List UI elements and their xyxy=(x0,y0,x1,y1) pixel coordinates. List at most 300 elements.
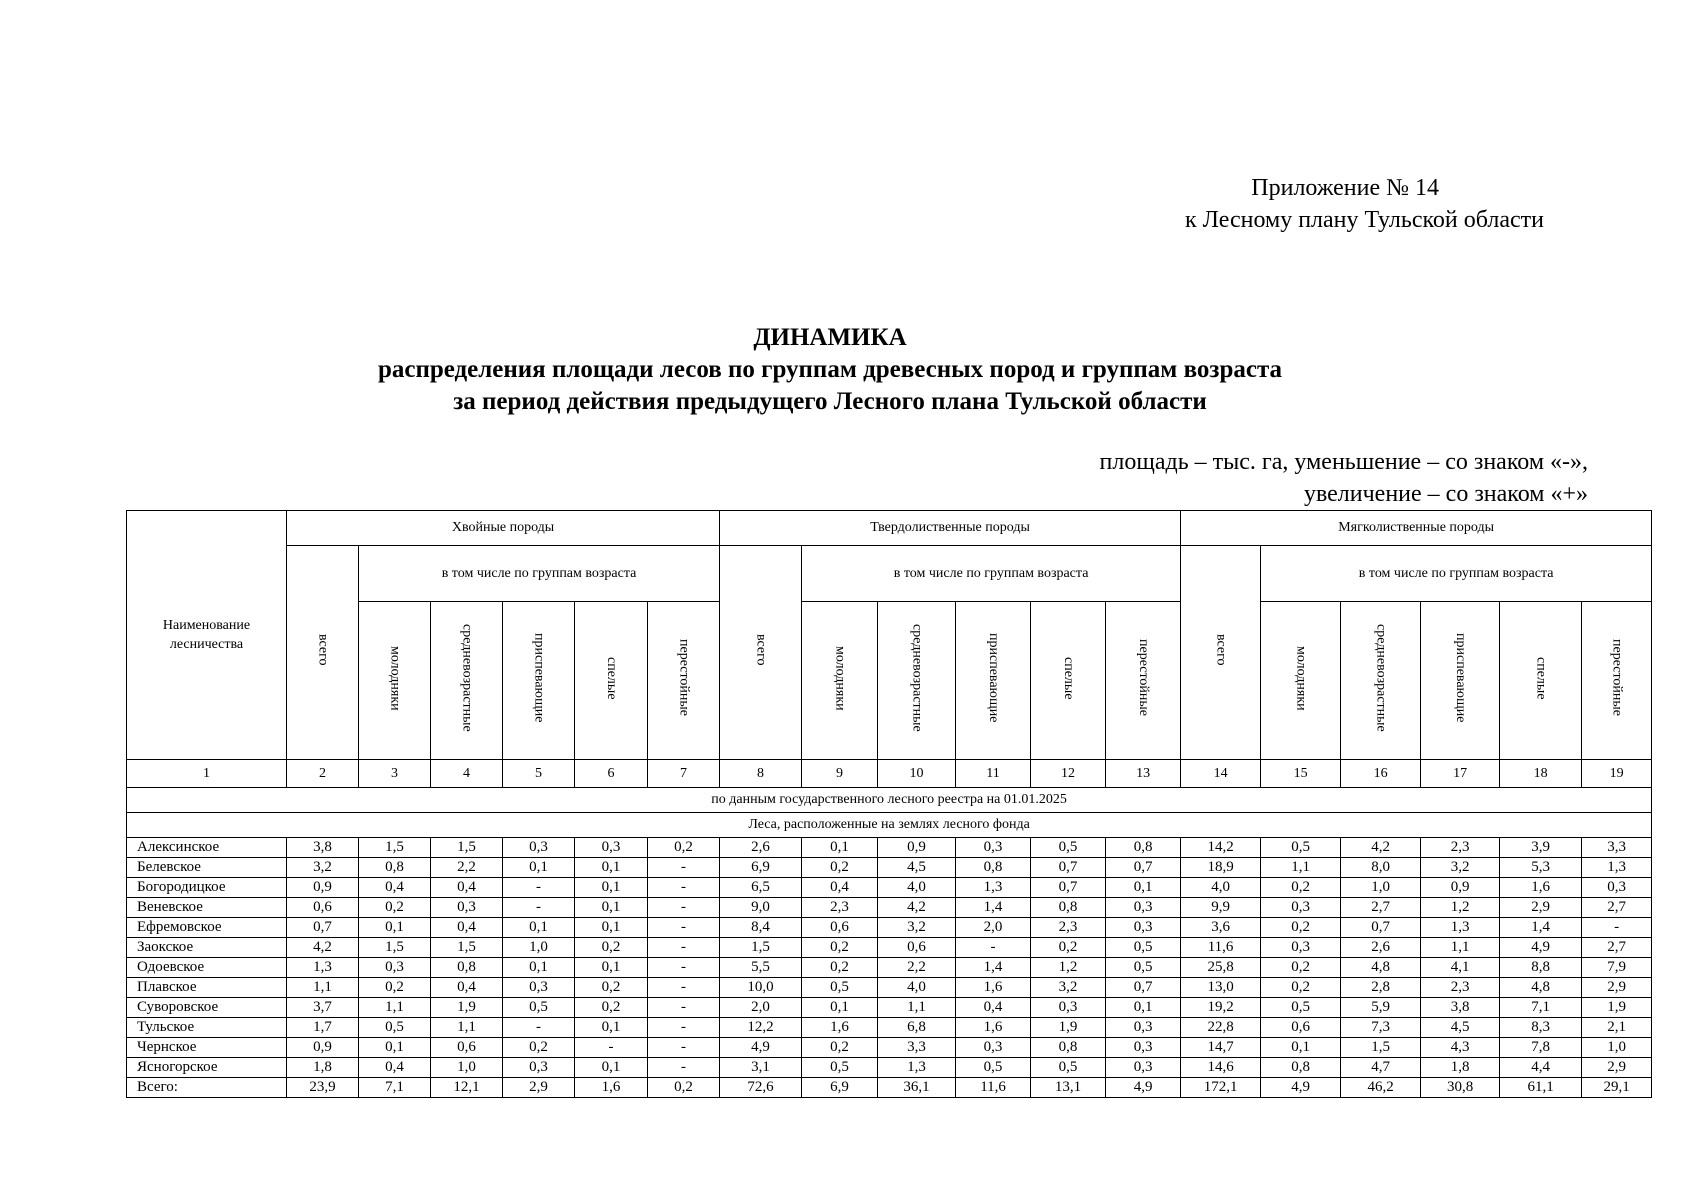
value-cell: 23,9 xyxy=(287,1078,359,1098)
value-cell: 0,6 xyxy=(878,938,956,958)
value-cell: 1,3 xyxy=(287,958,359,978)
value-cell: 1,8 xyxy=(1421,1058,1500,1078)
value-cell: 0,7 xyxy=(1341,918,1421,938)
value-cell: 0,1 xyxy=(575,1058,648,1078)
value-cell: 3,8 xyxy=(287,838,359,858)
table-row xyxy=(127,938,1652,958)
value-cell: 0,4 xyxy=(431,918,503,938)
value-cell: 0,2 xyxy=(359,898,431,918)
age-column-header: спелые xyxy=(1500,602,1582,760)
value-cell: 0,7 xyxy=(287,918,359,938)
value-cell: 2,7 xyxy=(1582,898,1652,918)
value-cell: 0,9 xyxy=(878,838,956,858)
age-column-header: приспевающие xyxy=(503,602,575,760)
value-cell: 0,3 xyxy=(1031,998,1106,1018)
value-cell: 0,4 xyxy=(431,878,503,898)
value-cell: 4,9 xyxy=(720,1038,802,1058)
value-cell: - xyxy=(648,938,720,958)
value-cell: 12,2 xyxy=(720,1018,802,1038)
value-cell: 0,3 xyxy=(1261,898,1341,918)
value-cell: 29,1 xyxy=(1582,1078,1652,1098)
value-cell: 0,3 xyxy=(1106,1038,1181,1058)
value-cell: 10,0 xyxy=(720,978,802,998)
age-column-header: перестойные xyxy=(1106,602,1181,760)
value-cell: 0,1 xyxy=(802,998,878,1018)
value-cell: 4,9 xyxy=(1261,1078,1341,1098)
value-cell: 18,9 xyxy=(1181,858,1261,878)
value-cell: 0,4 xyxy=(956,998,1031,1018)
value-cell: - xyxy=(1582,918,1652,938)
forestry-name-cell: Заокское xyxy=(127,938,287,958)
value-cell: 0,3 xyxy=(1106,898,1181,918)
value-cell: 0,2 xyxy=(802,858,878,878)
value-cell: 1,0 xyxy=(1341,878,1421,898)
value-cell: 1,5 xyxy=(720,938,802,958)
value-cell: 2,3 xyxy=(1031,918,1106,938)
value-cell: 0,4 xyxy=(359,1058,431,1078)
table-row xyxy=(127,838,1652,858)
value-cell: 2,9 xyxy=(1582,978,1652,998)
value-cell: 0,2 xyxy=(1261,878,1341,898)
age-column-header: перестойные xyxy=(1582,602,1652,760)
value-cell: 0,3 xyxy=(1106,1058,1181,1078)
age-groups-subheader: в том числе по группам возраста xyxy=(802,546,1181,602)
value-cell: 11,6 xyxy=(1181,938,1261,958)
value-cell: 0,5 xyxy=(359,1018,431,1038)
value-cell: 3,8 xyxy=(1421,998,1500,1018)
value-cell: 4,2 xyxy=(287,938,359,958)
value-cell: 1,0 xyxy=(431,1058,503,1078)
column-number-cell: 2 xyxy=(287,760,359,788)
value-cell: 1,1 xyxy=(878,998,956,1018)
column-number-cell: 4 xyxy=(431,760,503,788)
column-number-cell: 16 xyxy=(1341,760,1421,788)
column-number-cell: 17 xyxy=(1421,760,1500,788)
value-cell: 1,2 xyxy=(1421,898,1500,918)
value-cell: 0,1 xyxy=(575,878,648,898)
value-cell: 8,3 xyxy=(1500,1018,1582,1038)
value-cell: 0,2 xyxy=(503,1038,575,1058)
total-column-header: всего xyxy=(1181,546,1261,760)
value-cell: 61,1 xyxy=(1500,1078,1582,1098)
value-cell: 0,5 xyxy=(1031,838,1106,858)
value-cell: 0,1 xyxy=(575,858,648,878)
appendix-header xyxy=(1185,172,1544,236)
value-cell: 0,7 xyxy=(1031,878,1106,898)
value-cell: 0,5 xyxy=(1261,998,1341,1018)
value-cell: 1,3 xyxy=(1582,858,1652,878)
value-cell: 0,5 xyxy=(1106,958,1181,978)
value-cell: 8,4 xyxy=(720,918,802,938)
value-cell: 3,2 xyxy=(1421,858,1500,878)
value-cell: 4,5 xyxy=(1421,1018,1500,1038)
table-row xyxy=(127,918,1652,938)
column-number-cell: 18 xyxy=(1500,760,1582,788)
units-note-line-1: площадь – тыс. га, уменьшение – со знаком «-», xyxy=(1099,449,1588,475)
value-cell: 0,1 xyxy=(359,1038,431,1058)
value-cell: - xyxy=(575,1038,648,1058)
value-cell: 3,6 xyxy=(1181,918,1261,938)
document-title xyxy=(120,322,1540,418)
value-cell: 3,9 xyxy=(1500,838,1582,858)
value-cell: 0,8 xyxy=(359,858,431,878)
value-cell: 22,8 xyxy=(1181,1018,1261,1038)
value-cell: 2,6 xyxy=(1341,938,1421,958)
value-cell: 0,3 xyxy=(503,978,575,998)
value-cell: 0,2 xyxy=(575,978,648,998)
value-cell: 2,9 xyxy=(1500,898,1582,918)
value-cell: 0,1 xyxy=(575,1018,648,1038)
table-row xyxy=(127,858,1652,878)
value-cell: 4,9 xyxy=(1500,938,1582,958)
value-cell: 0,2 xyxy=(1261,918,1341,938)
value-cell: 0,7 xyxy=(1106,978,1181,998)
value-cell: 0,2 xyxy=(359,978,431,998)
value-cell: 0,6 xyxy=(287,898,359,918)
table-row xyxy=(127,1018,1652,1038)
column-number-cell: 13 xyxy=(1106,760,1181,788)
value-cell: 1,9 xyxy=(431,998,503,1018)
name-column-header: Наименование лесничества xyxy=(127,511,287,760)
value-cell: 0,1 xyxy=(503,918,575,938)
section-header-registry: по данным государственного лесного реестра на 01.01.2025 xyxy=(127,788,1652,813)
value-cell: 0,2 xyxy=(802,938,878,958)
value-cell: 0,8 xyxy=(1031,1038,1106,1058)
age-column-header: молодняки xyxy=(1261,602,1341,760)
group-header-hardwood: Твердолиственные породы xyxy=(720,511,1181,546)
value-cell: 0,5 xyxy=(802,978,878,998)
value-cell: 2,2 xyxy=(878,958,956,978)
value-cell: - xyxy=(956,938,1031,958)
forestry-name-cell: Алексинское xyxy=(127,838,287,858)
value-cell: 2,3 xyxy=(1421,838,1500,858)
value-cell: 2,7 xyxy=(1582,938,1652,958)
value-cell: 0,1 xyxy=(1261,1038,1341,1058)
value-cell: 1,1 xyxy=(287,978,359,998)
value-cell: 3,3 xyxy=(1582,838,1652,858)
value-cell: 7,9 xyxy=(1582,958,1652,978)
value-cell: 1,0 xyxy=(1582,1038,1652,1058)
forestry-name-cell: Чернское xyxy=(127,1038,287,1058)
value-cell: 1,0 xyxy=(503,938,575,958)
value-cell: 72,6 xyxy=(720,1078,802,1098)
value-cell: 2,9 xyxy=(1582,1058,1652,1078)
value-cell: 0,2 xyxy=(575,938,648,958)
value-cell: 7,1 xyxy=(1500,998,1582,1018)
column-number-cell: 9 xyxy=(802,760,878,788)
value-cell: 0,2 xyxy=(1261,958,1341,978)
value-cell: 12,1 xyxy=(431,1078,503,1098)
column-number-cell: 12 xyxy=(1031,760,1106,788)
value-cell: 0,2 xyxy=(575,998,648,1018)
value-cell: 0,8 xyxy=(1261,1058,1341,1078)
value-cell: 1,5 xyxy=(431,938,503,958)
value-cell: 0,3 xyxy=(431,898,503,918)
value-cell: 0,9 xyxy=(287,1038,359,1058)
value-cell: 1,1 xyxy=(359,998,431,1018)
value-cell: 4,8 xyxy=(1500,978,1582,998)
column-number-cell: 8 xyxy=(720,760,802,788)
value-cell: 1,9 xyxy=(1582,998,1652,1018)
value-cell: 0,7 xyxy=(1106,858,1181,878)
total-column-header: всего xyxy=(287,546,359,760)
age-column-header: приспевающие xyxy=(956,602,1031,760)
value-cell: 0,2 xyxy=(802,1038,878,1058)
value-cell: 2,1 xyxy=(1582,1018,1652,1038)
value-cell: - xyxy=(503,878,575,898)
value-cell: 3,2 xyxy=(287,858,359,878)
value-cell: 5,5 xyxy=(720,958,802,978)
title-line-1: ДИНАМИКА xyxy=(753,324,907,351)
column-number-cell: 5 xyxy=(503,760,575,788)
value-cell: 3,2 xyxy=(1031,978,1106,998)
value-cell: - xyxy=(648,898,720,918)
table-row xyxy=(127,1038,1652,1058)
value-cell: - xyxy=(648,918,720,938)
value-cell: 1,6 xyxy=(956,1018,1031,1038)
units-note xyxy=(1100,446,1588,510)
value-cell: 1,6 xyxy=(956,978,1031,998)
value-cell: 8,8 xyxy=(1500,958,1582,978)
forestry-name-cell: Всего: xyxy=(127,1078,287,1098)
value-cell: 0,1 xyxy=(359,918,431,938)
column-number-cell: 6 xyxy=(575,760,648,788)
age-column-header: приспевающие xyxy=(1421,602,1500,760)
value-cell: 0,8 xyxy=(956,858,1031,878)
value-cell: 7,8 xyxy=(1500,1038,1582,1058)
value-cell: - xyxy=(648,958,720,978)
value-cell: 0,3 xyxy=(1106,918,1181,938)
value-cell: - xyxy=(503,898,575,918)
value-cell: 1,2 xyxy=(1031,958,1106,978)
value-cell: 19,2 xyxy=(1181,998,1261,1018)
value-cell: - xyxy=(648,878,720,898)
age-column-header: молодняки xyxy=(359,602,431,760)
value-cell: 0,1 xyxy=(575,958,648,978)
value-cell: 3,2 xyxy=(878,918,956,938)
value-cell: 0,1 xyxy=(503,858,575,878)
value-cell: 0,8 xyxy=(431,958,503,978)
value-cell: 6,9 xyxy=(720,858,802,878)
age-column-header: спелые xyxy=(575,602,648,760)
value-cell: 2,6 xyxy=(720,838,802,858)
value-cell: 1,3 xyxy=(878,1058,956,1078)
value-cell: 2,3 xyxy=(1421,978,1500,998)
column-number-cell: 3 xyxy=(359,760,431,788)
value-cell: 6,9 xyxy=(802,1078,878,1098)
value-cell: 0,3 xyxy=(503,1058,575,1078)
value-cell: 14,7 xyxy=(1181,1038,1261,1058)
value-cell: - xyxy=(503,1018,575,1038)
forestry-name-cell: Ясногорское xyxy=(127,1058,287,1078)
age-groups-subheader: в том числе по группам возраста xyxy=(1261,546,1652,602)
forestry-name-cell: Тульское xyxy=(127,1018,287,1038)
value-cell: 6,8 xyxy=(878,1018,956,1038)
value-cell: 1,5 xyxy=(431,838,503,858)
section-header-forest-lands: Леса, расположенные на землях лесного фонда xyxy=(127,813,1652,838)
value-cell: 46,2 xyxy=(1341,1078,1421,1098)
value-cell: 0,6 xyxy=(431,1038,503,1058)
value-cell: 13,1 xyxy=(1031,1078,1106,1098)
value-cell: 4,4 xyxy=(1500,1058,1582,1078)
value-cell: 4,1 xyxy=(1421,958,1500,978)
value-cell: 8,0 xyxy=(1341,858,1421,878)
age-column-header: перестойные xyxy=(648,602,720,760)
value-cell: 0,3 xyxy=(359,958,431,978)
value-cell: 14,6 xyxy=(1181,1058,1261,1078)
table-row xyxy=(127,958,1652,978)
value-cell: 0,3 xyxy=(1582,878,1652,898)
forestry-name-cell: Одоевское xyxy=(127,958,287,978)
value-cell: 0,2 xyxy=(648,838,720,858)
forestry-name-cell: Белевское xyxy=(127,858,287,878)
value-cell: 0,5 xyxy=(1106,938,1181,958)
value-cell: 2,0 xyxy=(956,918,1031,938)
group-header-coniferous: Хвойные породы xyxy=(287,511,720,546)
table-row xyxy=(127,998,1652,1018)
value-cell: - xyxy=(648,1038,720,1058)
value-cell: 0,3 xyxy=(956,1038,1031,1058)
value-cell: 0,1 xyxy=(1106,998,1181,1018)
age-column-header: средневозрастные xyxy=(431,602,503,760)
value-cell: 0,8 xyxy=(1031,898,1106,918)
value-cell: 7,1 xyxy=(359,1078,431,1098)
table-total-row xyxy=(127,1078,1652,1098)
value-cell: 1,4 xyxy=(956,958,1031,978)
value-cell: 4,2 xyxy=(1341,838,1421,858)
value-cell: 0,5 xyxy=(802,1058,878,1078)
value-cell: 2,9 xyxy=(503,1078,575,1098)
column-number-cell: 15 xyxy=(1261,760,1341,788)
value-cell: 1,8 xyxy=(287,1058,359,1078)
column-numbers-row xyxy=(127,760,1652,788)
value-cell: 0,1 xyxy=(575,918,648,938)
title-line-2: распределения площади лесов по группам древесных пород и группам возраста xyxy=(377,356,1283,383)
value-cell: 3,3 xyxy=(878,1038,956,1058)
value-cell: 0,3 xyxy=(956,838,1031,858)
column-number-cell: 7 xyxy=(648,760,720,788)
value-cell: 2,0 xyxy=(720,998,802,1018)
value-cell: 1,5 xyxy=(1341,1038,1421,1058)
value-cell: 30,8 xyxy=(1421,1078,1500,1098)
value-cell: 0,7 xyxy=(1031,858,1106,878)
value-cell: 1,6 xyxy=(802,1018,878,1038)
value-cell: 6,5 xyxy=(720,878,802,898)
value-cell: 0,6 xyxy=(802,918,878,938)
table-row xyxy=(127,898,1652,918)
column-number-cell: 19 xyxy=(1582,760,1652,788)
age-column-header: средневозрастные xyxy=(878,602,956,760)
value-cell: 0,2 xyxy=(1261,978,1341,998)
value-cell: 3,7 xyxy=(287,998,359,1018)
value-cell: 1,3 xyxy=(1421,918,1500,938)
value-cell: 0,2 xyxy=(802,958,878,978)
forestry-name-cell: Плавское xyxy=(127,978,287,998)
value-cell: 9,9 xyxy=(1181,898,1261,918)
value-cell: 1,6 xyxy=(1500,878,1582,898)
value-cell: 0,4 xyxy=(431,978,503,998)
table-row xyxy=(127,1058,1652,1078)
age-groups-subheader: в том числе по группам возраста xyxy=(359,546,720,602)
group-header-softwood: Мягколиственные породы xyxy=(1181,511,1652,546)
value-cell: - xyxy=(648,858,720,878)
table-row xyxy=(127,978,1652,998)
column-number-cell: 11 xyxy=(956,760,1031,788)
title-line-3: за период действия предыдущего Лесного плана Тульской области xyxy=(453,388,1207,415)
units-note-line-2: увеличение – со знаком «+» xyxy=(1303,481,1588,507)
table-row xyxy=(127,878,1652,898)
value-cell: 0,5 xyxy=(1031,1058,1106,1078)
value-cell: 4,9 xyxy=(1106,1078,1181,1098)
value-cell: 0,5 xyxy=(1261,838,1341,858)
age-column-header: средневозрастные xyxy=(1341,602,1421,760)
column-number-cell: 1 xyxy=(127,760,287,788)
value-cell: 11,6 xyxy=(956,1078,1031,1098)
value-cell: 4,0 xyxy=(1181,878,1261,898)
value-cell: 4,0 xyxy=(878,878,956,898)
value-cell: 1,1 xyxy=(1421,938,1500,958)
value-cell: 36,1 xyxy=(878,1078,956,1098)
value-cell: 1,3 xyxy=(956,878,1031,898)
column-number-cell: 10 xyxy=(878,760,956,788)
value-cell: 4,2 xyxy=(878,898,956,918)
value-cell: 1,1 xyxy=(1261,858,1341,878)
age-column-header: молодняки xyxy=(802,602,878,760)
column-number-cell: 14 xyxy=(1181,760,1261,788)
value-cell: 0,2 xyxy=(648,1078,720,1098)
value-cell: 0,5 xyxy=(503,998,575,1018)
value-cell: 1,4 xyxy=(1500,918,1582,938)
value-cell: 25,8 xyxy=(1181,958,1261,978)
value-cell: - xyxy=(648,1058,720,1078)
forest-dynamics-table xyxy=(126,510,1652,1098)
value-cell: - xyxy=(648,998,720,1018)
value-cell: 2,3 xyxy=(802,898,878,918)
age-column-header: спелые xyxy=(1031,602,1106,760)
value-cell: 4,3 xyxy=(1421,1038,1500,1058)
appendix-reference: к Лесному плану Тульской области xyxy=(1184,207,1544,233)
value-cell: 13,0 xyxy=(1181,978,1261,998)
appendix-number: Приложение № 14 xyxy=(1251,175,1439,201)
value-cell: 2,8 xyxy=(1341,978,1421,998)
value-cell: 1,7 xyxy=(287,1018,359,1038)
value-cell: 1,5 xyxy=(359,838,431,858)
value-cell: 0,1 xyxy=(802,838,878,858)
value-cell: 3,1 xyxy=(720,1058,802,1078)
value-cell: 5,9 xyxy=(1341,998,1421,1018)
value-cell: 0,9 xyxy=(1421,878,1500,898)
value-cell: 1,4 xyxy=(956,898,1031,918)
value-cell: 9,0 xyxy=(720,898,802,918)
value-cell: 0,6 xyxy=(1261,1018,1341,1038)
value-cell: 0,4 xyxy=(802,878,878,898)
value-cell: 0,9 xyxy=(287,878,359,898)
forestry-name-cell: Суворовское xyxy=(127,998,287,1018)
value-cell: - xyxy=(648,978,720,998)
value-cell: 0,3 xyxy=(1106,1018,1181,1038)
forestry-name-cell: Ефремовское xyxy=(127,918,287,938)
value-cell: 0,5 xyxy=(956,1058,1031,1078)
value-cell: 4,0 xyxy=(878,978,956,998)
forestry-name-cell: Веневское xyxy=(127,898,287,918)
value-cell: 172,1 xyxy=(1181,1078,1261,1098)
value-cell: 0,4 xyxy=(359,878,431,898)
total-column-header: всего xyxy=(720,546,802,760)
value-cell: 0,3 xyxy=(1261,938,1341,958)
value-cell: 1,1 xyxy=(431,1018,503,1038)
value-cell: 7,3 xyxy=(1341,1018,1421,1038)
forestry-name-cell: Богородицкое xyxy=(127,878,287,898)
